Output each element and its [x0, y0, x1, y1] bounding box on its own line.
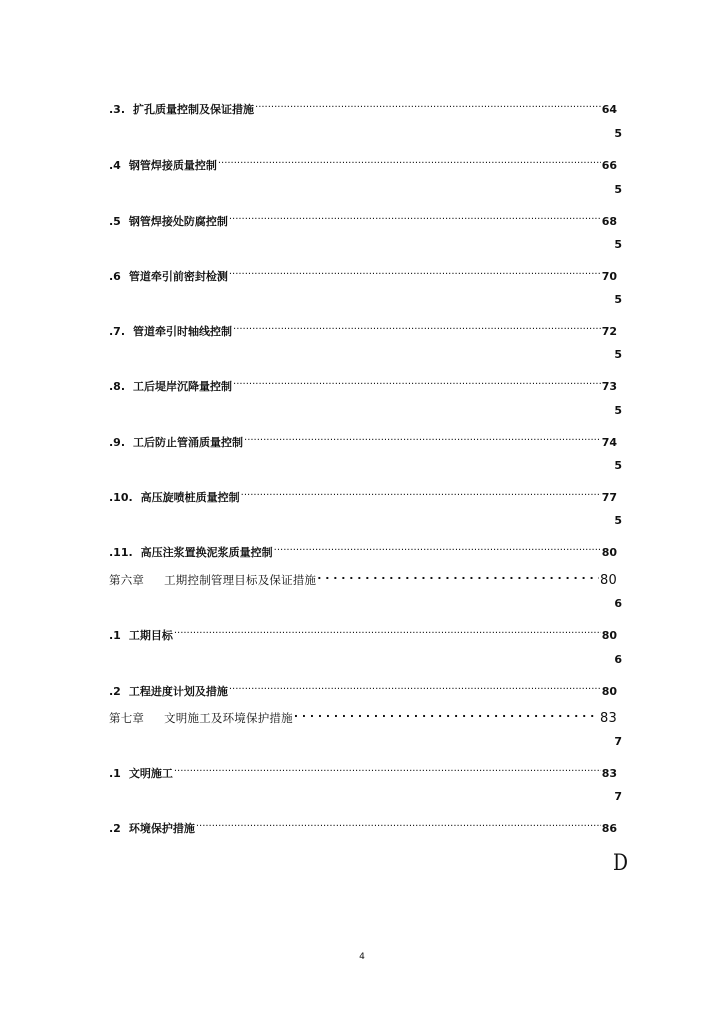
toc-entry-title: 工后防止管涌质量控制	[133, 436, 244, 449]
toc-entry-number: .1	[109, 767, 121, 780]
toc-entry	[109, 376, 617, 394]
toc-entry	[109, 211, 617, 229]
toc-entry	[109, 432, 617, 450]
toc-entry-number: .10.	[109, 491, 133, 504]
toc-entry-wrap-digit: 7	[614, 735, 622, 748]
toc-dot-leader	[274, 542, 601, 556]
toc-entry-number: .1	[109, 629, 121, 642]
toc-chapter-page: 83	[600, 711, 617, 726]
toc-entry	[109, 321, 617, 339]
toc-dot-leader	[241, 487, 601, 501]
toc-entry-number: .8.	[109, 380, 126, 393]
toc-entry-title: 工程进度计划及措施	[128, 685, 228, 698]
toc-entry-title: 管道牵引时轴线控制	[133, 325, 233, 338]
toc-entry-number: .5	[109, 215, 121, 228]
toc-entry-wrap-digit: 5	[614, 459, 622, 472]
toc-entry-page: 77	[601, 491, 617, 504]
toc-dot-leader	[229, 211, 601, 225]
toc-entry	[109, 625, 617, 643]
toc-entry-page: 74	[601, 436, 617, 449]
toc-entry-page: 66	[601, 159, 617, 172]
toc-entry	[109, 266, 617, 284]
toc-entry	[109, 487, 617, 505]
toc-entry-number: .11.	[109, 546, 133, 559]
toc-entry	[109, 155, 617, 173]
toc-entry-wrap-digit: 5	[614, 238, 622, 251]
toc-entry	[109, 818, 617, 836]
toc-entry-title: 扩孔质量控制及保证措施	[133, 103, 255, 116]
toc-entry-page: 80	[601, 629, 617, 642]
toc-dot-leader	[174, 625, 601, 639]
page-number: 4	[359, 952, 365, 962]
toc-entry-wrap-digit: 5	[614, 183, 622, 196]
toc-entry-page: 64	[601, 103, 617, 116]
stray-letter-mark: D	[613, 851, 628, 876]
toc-entry-title: 高压旋喷桩质量控制	[140, 491, 240, 504]
toc-dot-leader	[218, 155, 601, 169]
toc-entry-number: .7.	[109, 325, 126, 338]
toc-entry-wrap-digit: 6	[614, 653, 622, 666]
toc-entry-wrap-digit: 5	[614, 404, 622, 417]
toc-entry-wrap-digit: 5	[614, 127, 622, 140]
toc-entry-page: 83	[601, 767, 617, 780]
toc-entry	[109, 681, 617, 699]
toc-entry-title: 钢管焊接质量控制	[128, 159, 217, 172]
toc-dot-leader	[255, 99, 601, 113]
toc-dot-leader	[229, 681, 601, 695]
toc-dot-leader	[233, 376, 601, 390]
toc-entry-title: 环境保护措施	[128, 822, 195, 835]
toc-entry-number: .3.	[109, 103, 126, 116]
toc-dot-leader	[229, 266, 601, 280]
toc-chapter-title: 文明施工及环境保护措施	[164, 711, 293, 725]
toc-dot-leader	[174, 763, 601, 777]
toc-chapter-page: 80	[600, 573, 617, 588]
toc-entry-page: 72	[601, 325, 617, 338]
toc-chapter-number: 第六章	[109, 573, 145, 587]
toc-entry-number: .9.	[109, 436, 126, 449]
toc-entry-title: 高压注浆置换泥浆质量控制	[140, 546, 273, 559]
toc-entry-title: 工后堤岸沉降量控制	[133, 380, 233, 393]
toc-entry-title: 工期目标	[128, 629, 173, 642]
toc-chapter-title: 工期控制管理目标及保证措施	[164, 573, 317, 587]
toc-dot-leader	[196, 818, 601, 832]
toc-chapter-entry	[109, 570, 617, 588]
toc-dot-leader	[233, 321, 601, 335]
toc-entry-page: 86	[601, 822, 617, 835]
toc-entry-number: .2	[109, 685, 121, 698]
toc-entry-title: 钢管焊接处防腐控制	[128, 215, 228, 228]
toc-dot-leader	[244, 432, 601, 446]
toc-chapter-number: 第七章	[109, 711, 145, 725]
toc-entry-title: 文明施工	[128, 767, 173, 780]
toc-entry-wrap-digit: 7	[614, 790, 622, 803]
toc-entry-wrap-digit: 6	[614, 597, 622, 610]
toc-entry-number: .2	[109, 822, 121, 835]
toc-entry	[109, 99, 617, 117]
toc-entry-number: .6	[109, 270, 121, 283]
toc-entry-page: 68	[601, 215, 617, 228]
toc-dot-leader	[294, 708, 599, 722]
toc-entry-page: 73	[601, 380, 617, 393]
toc-entry	[109, 542, 617, 560]
toc-entry-page: 70	[601, 270, 617, 283]
toc-entry-number: .4	[109, 159, 121, 172]
toc-entry-wrap-digit: 5	[614, 293, 622, 306]
toc-entry	[109, 763, 617, 781]
toc-entry-title: 管道牵引前密封检测	[128, 270, 228, 283]
toc-entry-wrap-digit: 5	[614, 348, 622, 361]
toc-entry-page: 80	[601, 546, 617, 559]
toc-dot-leader	[317, 570, 599, 584]
toc-chapter-entry	[109, 708, 617, 726]
toc-entry-page: 80	[601, 685, 617, 698]
toc-entry-wrap-digit: 5	[614, 514, 622, 527]
